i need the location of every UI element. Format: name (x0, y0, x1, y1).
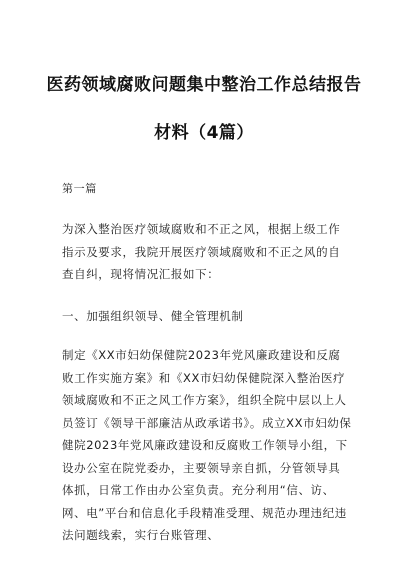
section-label: 第一篇 (62, 182, 97, 195)
body-paragraph-1: 制定《XX市妇幼保健院2023年党风廉政建设和反腐败工作实施方案》和《XX市妇幼保健院深入整治医疗领域腐败和不正之风工作方案》，组织全院中层以上人员签订《领导干部廉洁从政承诺书》。成立XX市妇幼保健院2023年党风廉政建设和反腐败工作领导小组，下设办公室在院党委办，主要领导亲自抓，分管领导具体抓，日常工作由办公室负责。充分利用“信、访、网、电”平台和信息化手段精准受理、规范办理违纪违法问题线索，实行台账管理、 (62, 348, 352, 542)
section-heading-1: 一、加强组织领导、健全管理机制 (62, 309, 244, 323)
document-title-line-1: 医药领域腐败问题集中整治工作总结报告 (46, 75, 362, 95)
document-title-line-2: 材料（4篇） (154, 123, 254, 143)
intro-paragraph: 为深入整治医疗领域腐败和不正之风，根据上级工作指示及要求，我院开展医疗领域腐败和不正之风的自查自纠，现将情况汇报如下： (62, 222, 341, 281)
